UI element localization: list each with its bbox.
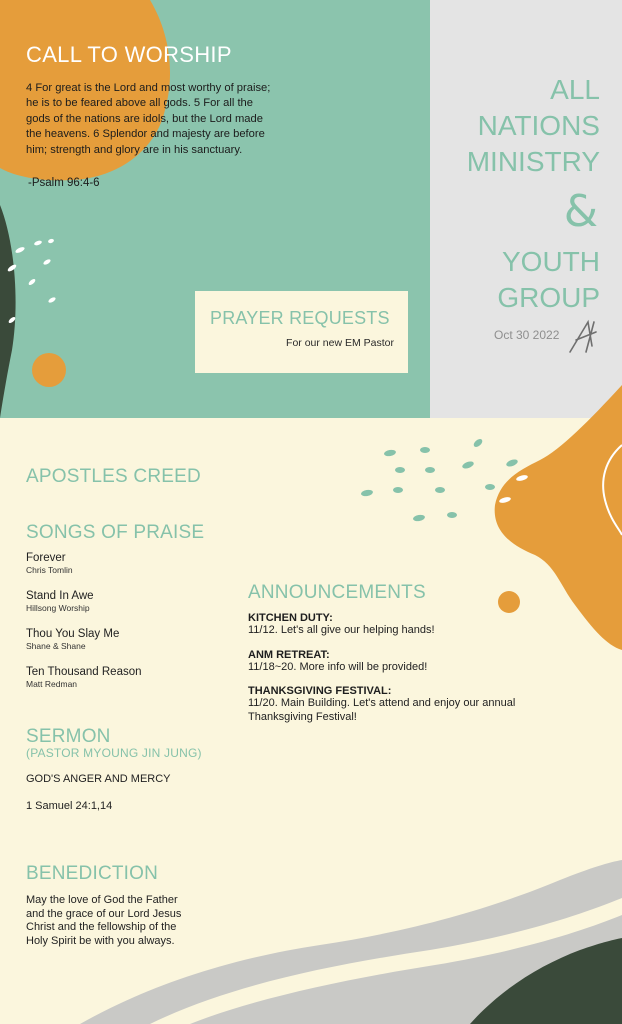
benediction-line: Holy Spirit be with you always. xyxy=(26,934,175,947)
org-title-line: MINISTRY xyxy=(466,146,600,177)
org-title-line: NATIONS xyxy=(477,110,600,141)
call-to-worship-verse xyxy=(26,81,306,158)
anm-signature-logo-icon xyxy=(566,318,606,356)
verse-line: him; strength and glory are in his sanctuary. xyxy=(26,143,243,156)
song-artist: Matt Redman xyxy=(26,679,78,689)
sermon-topic: GOD'S ANGER AND MERCY xyxy=(26,773,171,785)
sermon-preacher: (PASTOR MYOUNG JIN JUNG) xyxy=(26,746,202,760)
song-list xyxy=(26,552,142,704)
announcement-item xyxy=(248,612,578,638)
announcement-list xyxy=(248,612,578,724)
announcement-body: Thanksgiving Festival! xyxy=(248,710,357,723)
verse-reference: -Psalm 96:4-6 xyxy=(28,177,100,189)
ampersand: & xyxy=(563,186,598,237)
announcement-item xyxy=(248,649,578,675)
verse-line: he is to be feared above all gods. 5 For all the xyxy=(26,97,254,110)
benediction-line: May the love of God the Father xyxy=(26,894,178,906)
song-item xyxy=(26,628,142,666)
orange-dot-left xyxy=(32,353,66,387)
org-sub-line: YOUTH xyxy=(502,246,600,277)
benediction-text xyxy=(26,894,181,948)
verse-line: 4 For great is the Lord and most worthy of praise; xyxy=(26,82,271,94)
bulletin-date: Oct 30 2022 xyxy=(494,328,560,342)
announcement-body: 11/12. Let's all give our helping hands! xyxy=(248,624,435,636)
org-sub-line: GROUP xyxy=(497,282,600,313)
announcement-heading: THANKSGIVING FESTIVAL: xyxy=(248,685,392,697)
announcements-title: ANNOUNCEMENTS xyxy=(248,582,426,603)
prayer-requests-box xyxy=(195,291,408,373)
announcement-heading: KITCHEN DUTY: xyxy=(248,612,333,624)
apostles-creed-title: APOSTLES CREED xyxy=(26,466,201,487)
song-item xyxy=(26,666,142,704)
orange-dot-right xyxy=(498,591,520,613)
org-title-line: ALL xyxy=(550,74,600,105)
prayer-requests-title: PRAYER REQUESTS xyxy=(210,308,390,328)
organization-subtitle xyxy=(400,244,600,316)
prayer-requests-subtitle: For our new EM Pastor xyxy=(286,337,394,349)
announcement-item xyxy=(248,685,578,724)
verse-line: the heavens. 6 Splendor and majesty are before xyxy=(26,128,265,141)
song-artist: Shane & Shane xyxy=(26,641,86,651)
announcement-body: 11/20. Main Building. Let's attend and enjoy our annual xyxy=(248,697,516,709)
sermon-scripture: 1 Samuel 24:1,14 xyxy=(26,800,113,812)
benediction-title: BENEDICTION xyxy=(26,863,159,884)
song-title: Stand In Awe xyxy=(26,590,94,602)
song-title: Ten Thousand Reason xyxy=(26,666,142,678)
song-title: Forever xyxy=(26,552,66,564)
benediction-line: Christ and the fellowship of the xyxy=(26,921,177,933)
verse-line: gods of the nations are idols, but the Lord made xyxy=(26,112,263,125)
songs-of-praise-title: SONGS OF PRAISE xyxy=(26,522,205,543)
announcement-body: 11/18~20. More info will be provided! xyxy=(248,660,428,673)
song-artist: Chris Tomlin xyxy=(26,565,73,575)
benediction-line: and the grace of our Lord Jesus xyxy=(26,907,182,920)
song-artist: Hillsong Worship xyxy=(26,603,90,613)
song-item xyxy=(26,552,142,590)
call-to-worship-title: CALL TO WORSHIP xyxy=(26,42,232,67)
announcement-heading: ANM RETREAT: xyxy=(248,648,330,661)
organization-title xyxy=(360,72,600,180)
sermon-title: SERMON xyxy=(26,726,111,747)
song-title: Thou You Slay Me xyxy=(26,628,120,640)
song-item xyxy=(26,590,142,628)
